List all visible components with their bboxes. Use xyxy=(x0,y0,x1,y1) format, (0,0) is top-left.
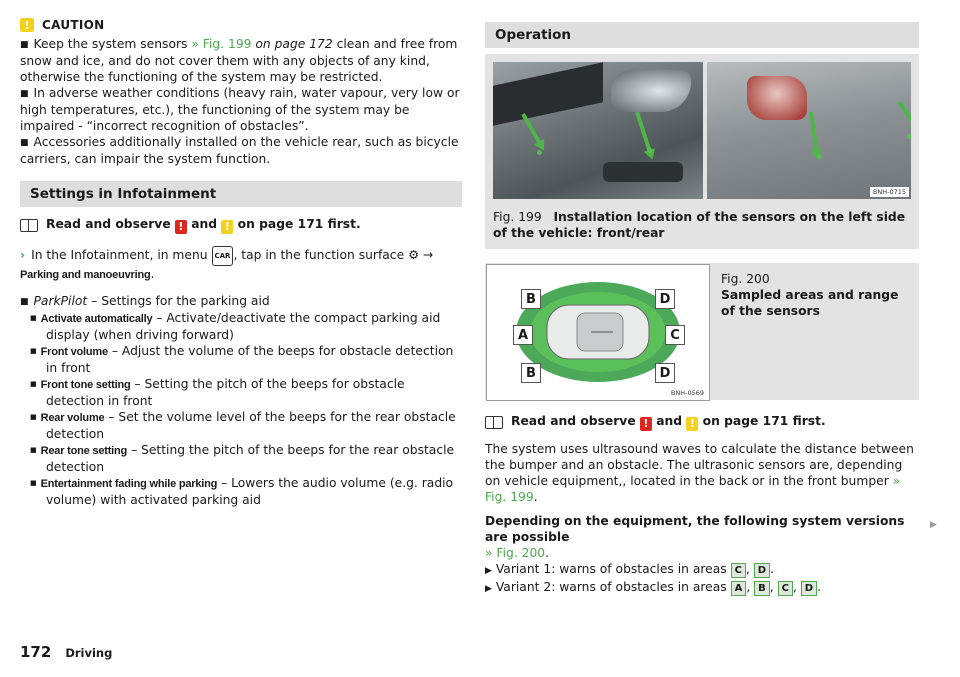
right-column xyxy=(485,22,919,597)
option-entertainment-fading: ■ Entertainment fading while parking – Lowers the audio volume (e.g. radio volume) with activated parking aid xyxy=(30,475,454,507)
fig-199-link[interactable]: » Fig. 199 xyxy=(191,37,252,51)
area-tag-d: D xyxy=(801,581,817,596)
caution-title: CAUTION xyxy=(42,18,105,32)
bullet-icon: ■ xyxy=(30,379,37,388)
headlamp-shape xyxy=(611,70,691,112)
figure-199-photos xyxy=(493,62,911,199)
sensor-dot-icon xyxy=(817,154,822,159)
area-label-b: B xyxy=(521,289,541,309)
caution-warning-icon: ! xyxy=(20,18,34,32)
triangle-right-icon: ▶ xyxy=(485,583,492,594)
area-tag-d: D xyxy=(754,563,770,578)
book-icon xyxy=(485,416,503,429)
sensor-arrow-icon xyxy=(521,113,541,144)
caution-item-1: ■ Keep the system sensors » Fig. 199 on page 172 clean and free from snow and ice, and do not cover them with any objects of any kind, otherwise the functioning of the system may be restricted. xyxy=(20,37,458,84)
bullet-icon: ■ xyxy=(30,412,37,421)
triangle-right-icon: ▶ xyxy=(485,565,492,576)
area-tag-c: C xyxy=(778,581,793,596)
caution-header xyxy=(20,18,462,32)
area-label-c: C xyxy=(665,325,685,345)
sensor-arrow-icon xyxy=(635,111,652,152)
sensor-arrow-icon xyxy=(809,112,819,152)
figure-199 xyxy=(485,54,919,249)
rear-bumper-photo xyxy=(707,62,911,199)
sensor-dot-icon xyxy=(907,134,911,139)
caution-item-3: ■ Accessories additionally installed on the vehicle rear, such as bicycle carriers, can impair the system function. xyxy=(20,135,459,166)
book-icon xyxy=(20,219,38,232)
bullet-icon: ■ xyxy=(20,89,29,99)
sensor-dot-icon xyxy=(647,148,652,153)
left-column xyxy=(20,18,462,508)
fig-199-link[interactable]: » Fig. 199 xyxy=(485,473,901,504)
area-tag-a: A xyxy=(731,581,747,596)
bullet-icon: ■ xyxy=(30,346,37,355)
bullet-icon: ■ xyxy=(30,445,37,454)
parkpilot-item: ■ ParkPilot – Settings for the parking aid xyxy=(20,293,270,308)
area-label-d: D xyxy=(655,363,675,383)
car-key-icon: CAR xyxy=(212,246,234,266)
figure-200-caption: Fig. 200 Sampled areas and range of the sensors xyxy=(721,272,899,318)
operation-body-1: The system uses ultrasound waves to calculate the distance between the bumper and an obstacle. The ultrasonic sensors are, depending on vehicle equipment,, located in the back or in the front bumper » Fig. 199. xyxy=(485,441,914,504)
bullet-icon: ■ xyxy=(20,138,29,148)
sensor-dot-icon xyxy=(537,150,542,155)
settings-gear-icon: ⚙ xyxy=(408,247,420,262)
warning-red-icon: ! xyxy=(175,220,187,234)
caution-item-2: ■ In adverse weather conditions (heavy rain, water vapour, very low or high temperatures, etc.), the functioning of the system may be impaired - “incorrect recognition of obstacles”. xyxy=(20,86,460,133)
variant-1: ▶ Variant 1: warns of obstacles in areas C , D . xyxy=(485,561,774,576)
page-number: 172 xyxy=(20,643,52,661)
fig-200-link[interactable]: » Fig. 200 xyxy=(485,545,546,560)
settings-heading: Settings in Infotainment xyxy=(20,181,462,207)
area-tag-c: C xyxy=(731,563,746,578)
figure-200 xyxy=(485,263,919,400)
operation-heading: Operation xyxy=(485,22,919,48)
figure-199-caption: Fig. 199 Installation location of the sensors on the left side of the vehicle: front/rear xyxy=(493,210,906,240)
option-rear-volume: ■ Rear volume – Set the volume level of the beeps for the rear obstacle detection xyxy=(30,409,456,441)
warning-red-icon: ! xyxy=(640,417,652,431)
bullet-icon: ■ xyxy=(30,478,37,487)
warning-yellow-icon: ! xyxy=(221,220,233,234)
settings-step: › In the Infotainment, in menu CAR , tap in the function surface ⚙ → Parking and manoeuvring. xyxy=(20,247,434,281)
area-label-d: D xyxy=(655,289,675,309)
tail-lamp-shape xyxy=(747,76,807,120)
sensor-arrow-icon xyxy=(897,101,911,126)
warning-yellow-icon: ! xyxy=(686,417,698,431)
operation-body-2: Depending on the equipment, the following system versions are possible » Fig. 200. xyxy=(485,513,905,560)
area-label-a: A xyxy=(513,325,533,345)
option-activate-automatically: ■ Activate automatically – Activate/deactivate the compact parking aid display (when driving forward) xyxy=(30,310,441,342)
bullet-icon: ■ xyxy=(30,313,37,322)
option-front-tone-setting: ■ Front tone setting – Setting the pitch of the beeps for obstacle detection in front xyxy=(30,376,405,408)
fog-lamp-shape xyxy=(603,162,683,182)
chapter-title: Driving xyxy=(65,646,113,660)
operation-read-note: Read and observe ! and ! on page 171 first. xyxy=(485,414,919,431)
grille-shape xyxy=(493,62,603,125)
page-footer xyxy=(20,643,112,661)
variant-2: ▶ Variant 2: warns of obstacles in areas A , B , C , D . xyxy=(485,579,822,594)
area-tag-b: B xyxy=(754,581,770,596)
figure-200-code: BNH-0569 xyxy=(668,388,707,398)
option-rear-tone-setting: ■ Rear tone setting – Setting the pitch of the beeps for the rear obstacle detection xyxy=(30,442,455,474)
front-bumper-photo xyxy=(493,62,703,199)
settings-read-note: Read and observe ! and ! on page 171 first. xyxy=(20,217,462,234)
chevron-right-icon: › xyxy=(20,247,26,262)
area-label-b: B xyxy=(521,363,541,383)
bullet-icon: ■ xyxy=(20,40,29,50)
continue-arrow-icon: ▶ xyxy=(930,520,937,530)
bullet-icon: ■ xyxy=(20,296,29,307)
option-front-volume: ■ Front volume – Adjust the volume of the beeps for obstacle detection in front xyxy=(30,343,454,375)
figure-199-code: BNH-0715 xyxy=(870,187,909,197)
menu-parking-and-manoeuvring: Parking and manoeuvring xyxy=(20,268,151,281)
figure-200-diagram xyxy=(486,264,710,401)
